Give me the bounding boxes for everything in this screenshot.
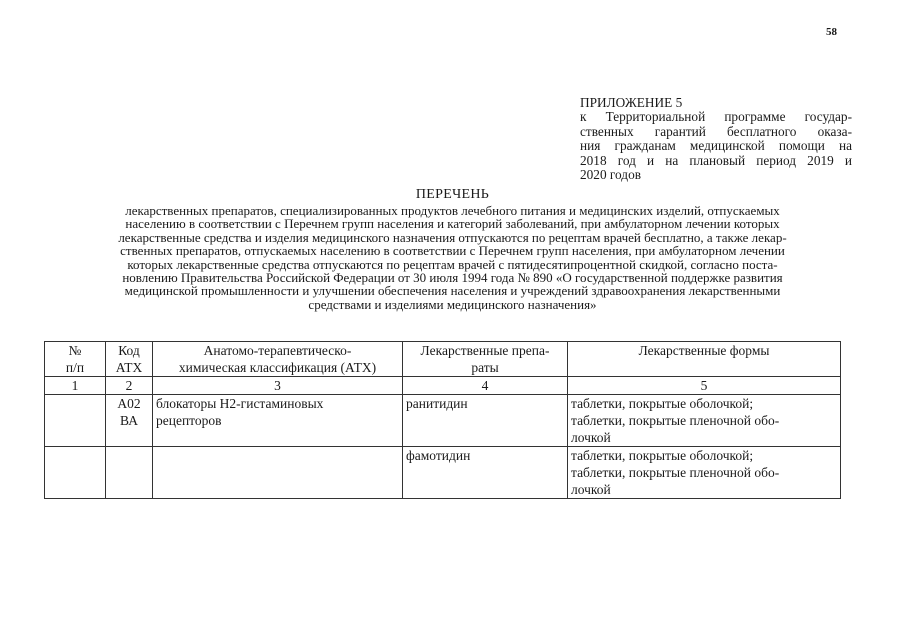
header-atc-classification: Анатомо-терапевтическо- химическая классификация (АТХ)	[153, 342, 403, 377]
subtitle-line: которых лекарственные средства отпускаются по рецептам врачей с пятидесятипроцентной скидкой, согласно поста-	[127, 256, 778, 272]
subtitle-line: медицинской промышленности и улучшении обеспечения населения и учреждений здравоохранения лекарственными	[124, 283, 781, 299]
atc-classification-cell: блокаторы Н2-гистаминовых рецепторов	[153, 395, 403, 447]
header-dosage-forms: Лекарственные формы	[568, 342, 841, 377]
table-header-row	[45, 342, 841, 377]
header-number: № п/п	[45, 342, 106, 377]
column-number: 3	[153, 377, 403, 395]
header-drugs: Лекарственные препа- раты	[403, 342, 568, 377]
appendix-heading: ПРИЛОЖЕНИЕ 5	[580, 95, 683, 110]
subtitle-line: лекарственные средства и изделия медицинского назначения отпускаются по рецептам врачей бесплатно, а также лекар-	[118, 229, 787, 245]
column-number: 4	[403, 377, 568, 395]
drug-cell: ранитидин	[403, 395, 568, 447]
drug-cell: фамотидин	[403, 447, 568, 499]
drug-list-table	[44, 341, 841, 499]
appendix-line: ния гражданам медицинской помощи на	[580, 138, 852, 154]
atc-code-cell	[106, 447, 153, 499]
appendix-line: 2020 годов	[580, 167, 641, 183]
column-number-row	[45, 377, 841, 395]
subtitle-line: лекарственных препаратов, специализированных продуктов лечебного питания и медицинских изделий, отпускаемых	[125, 203, 780, 218]
column-number: 2	[106, 377, 153, 395]
table-row	[45, 395, 841, 447]
appendix-line: к Территориальной программе государ-	[580, 109, 852, 125]
table-row	[45, 447, 841, 499]
document-title: ПЕРЕЧЕНЬ	[415, 187, 490, 202]
atc-code-cell: А02 ВА	[106, 395, 153, 447]
document-subtitle	[40, 204, 865, 311]
dosage-forms-cell: таблетки, покрытые оболочкой; таблетки, покрытые пленочной обо- лочкой	[568, 447, 841, 499]
subtitle-line: новлению Правительства Российской Федерации от 30 июля 1994 года № 890 «О государственной поддержке развития	[122, 270, 783, 286]
column-number: 1	[45, 377, 106, 395]
appendix-block	[580, 96, 852, 182]
column-number: 5	[568, 377, 841, 395]
dosage-forms-cell: таблетки, покрытые оболочкой; таблетки, покрытые пленочной обо- лочкой	[568, 395, 841, 447]
atc-classification-cell	[153, 447, 403, 499]
appendix-line: ственных гарантий бесплатного оказа-	[580, 123, 852, 139]
page-number: 58	[826, 26, 837, 38]
row-number-cell	[45, 395, 106, 447]
header-atc-code: Код АТХ	[106, 342, 153, 377]
row-number-cell	[45, 447, 106, 499]
subtitle-line: ственных препаратов, отпускаемых населению в соответствии с Перечнем групп населения, при амбулаторном лечении	[120, 243, 785, 259]
subtitle-line: средствами и изделиями медицинского назначения»	[308, 296, 597, 312]
subtitle-line: населению в соответствии с Перечнем групп населения и категорий заболеваний, при амбулаторном лечении которых	[125, 216, 780, 232]
appendix-line: 2018 год и на плановый период 2019 и	[580, 152, 852, 168]
